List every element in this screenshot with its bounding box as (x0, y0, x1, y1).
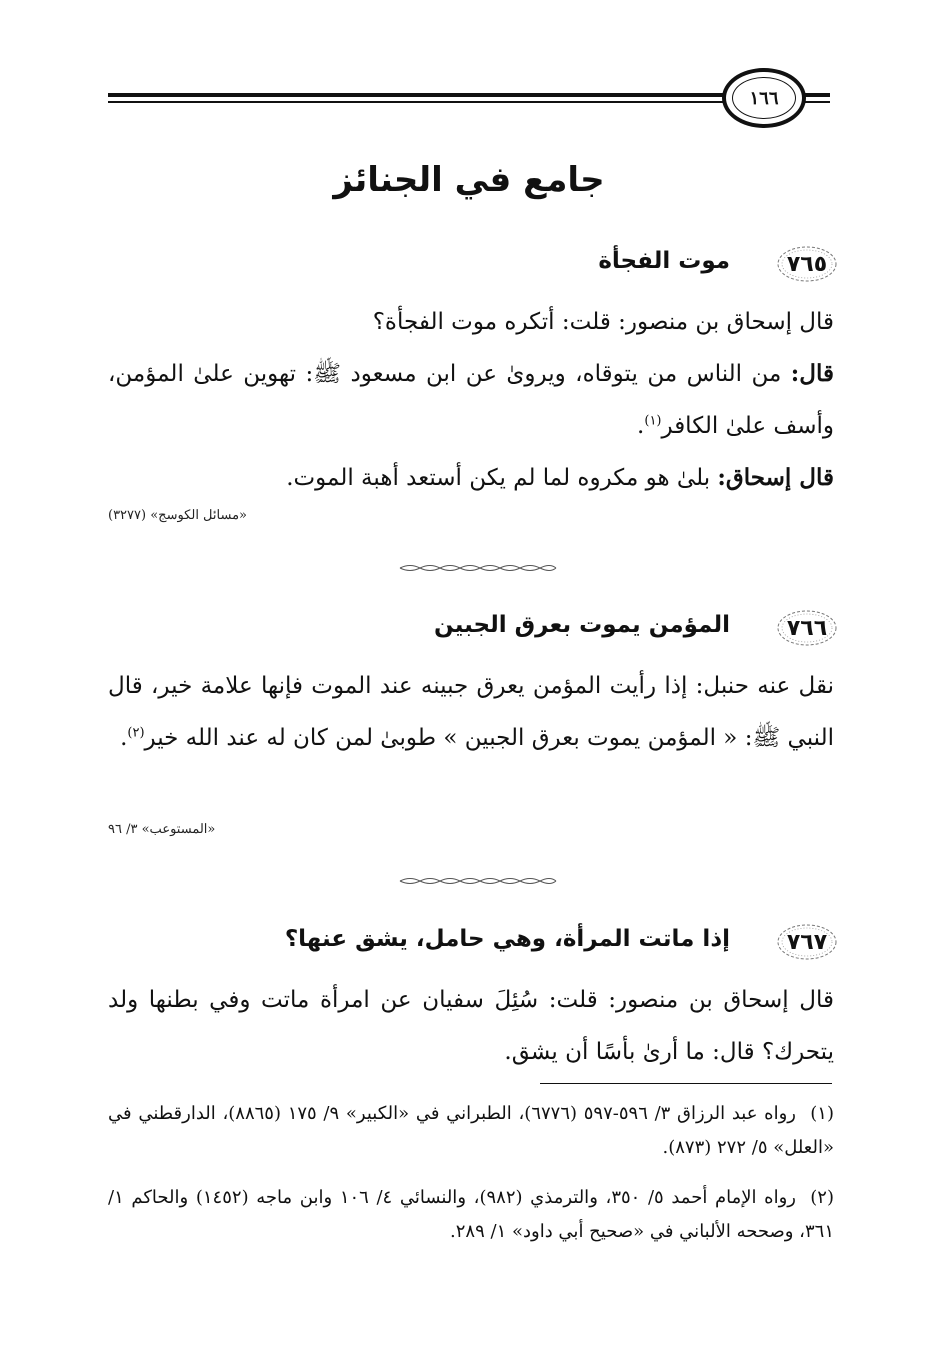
footnote-ref[interactable]: (٢) (127, 725, 145, 741)
entry-heading (108, 922, 838, 968)
source-citation: «مسائل الكوسج» (٣٢٧٧) (108, 508, 247, 523)
paragraph (108, 348, 834, 452)
footnote-ref[interactable]: (١) (644, 413, 662, 429)
entry-heading (108, 608, 838, 654)
entry-number: ٧٦٦ (786, 615, 828, 641)
speaker-label: قال إسحاق: (717, 464, 834, 491)
entry-number: ٧٦٧ (786, 929, 828, 955)
entry-number-badge (776, 244, 838, 284)
paragraph-text: من الناس من يتوقاه، ويروىٰ عن ابن مسعود ﷺ: تهوين علىٰ المؤمن، وأسف علىٰ الكافر (108, 361, 834, 439)
paragraph (108, 296, 834, 348)
footnote-text: رواه عبد الرزاق ٣/ ٥٩٦-٥٩٧ (٦٧٧٦)، الطبراني في «الكبير» ٩/ ١٧٥ (٨٨٦٥)، الدارقطني في «العلل» ٥/ ٢٧٢ (٨٧٣). (108, 1103, 834, 1158)
footnote-text: رواه الإمام أحمد ٥/ ٣٥٠، والترمذي (٩٨٢)، والنسائي ٤/ ١٠٦ وابن ماجه (١٤٥٢) والحاكم ١/ ٣٦١، وصححه الألباني في «صحيح أبي داود» ١/ ٢٨٩. (108, 1187, 834, 1242)
footnote (108, 1097, 834, 1165)
footnote (108, 1181, 834, 1249)
ornament-divider (398, 876, 558, 886)
chapter-title: جامع في الجنائز (333, 160, 605, 200)
paragraph-text: نقل عنه حنبل: إذا رأيت المؤمن يعرق جبينه عند الموت فإنها علامة خير، قال النبي ﷺ: « المؤمن يموت بعرق الجبين » طوبىٰ لمن كان له عند الله خير (108, 673, 834, 751)
source-citation: «المستوعب» ٣/ ٩٦ (108, 822, 216, 837)
entry-number-badge (776, 922, 838, 962)
entry-title: إذا ماتت المرأة، وهي حامل، يشق عنها؟ (284, 926, 730, 952)
entry-title: المؤمن يموت بعرق الجبين (434, 612, 730, 638)
footnote-number: (١) (810, 1103, 834, 1124)
paragraph-text: بلىٰ هو مكروه لما لم يكن أستعد أهبة الموت. (286, 465, 718, 491)
paragraph (108, 660, 834, 764)
paragraph-end: . (637, 413, 645, 439)
paragraph (108, 452, 834, 504)
paragraph-text: قال إسحاق بن منصور: قلت: سُئِلَ سفيان عن امرأة ماتت وفي بطنها ولد يتحرك؟ قال: ما أرىٰ بأسًا أن يشق. (108, 987, 834, 1065)
footnote-rule (540, 1083, 832, 1084)
entry-title: موت الفجأة (598, 248, 730, 274)
paragraph (108, 974, 834, 1078)
entry-number-badge (776, 608, 838, 648)
page-number: ١٦٦ (749, 87, 779, 109)
ornament-divider (398, 563, 558, 573)
speaker-label: قال: (790, 360, 834, 387)
footnote-number: (٢) (810, 1187, 834, 1208)
entry-heading (108, 244, 838, 290)
page-number-badge (722, 68, 806, 128)
entry-number: ٧٦٥ (786, 251, 828, 277)
paragraph-end: . (120, 725, 128, 751)
paragraph-text: قال إسحاق بن منصور: قلت: أتكره موت الفجأة؟ (372, 309, 834, 335)
